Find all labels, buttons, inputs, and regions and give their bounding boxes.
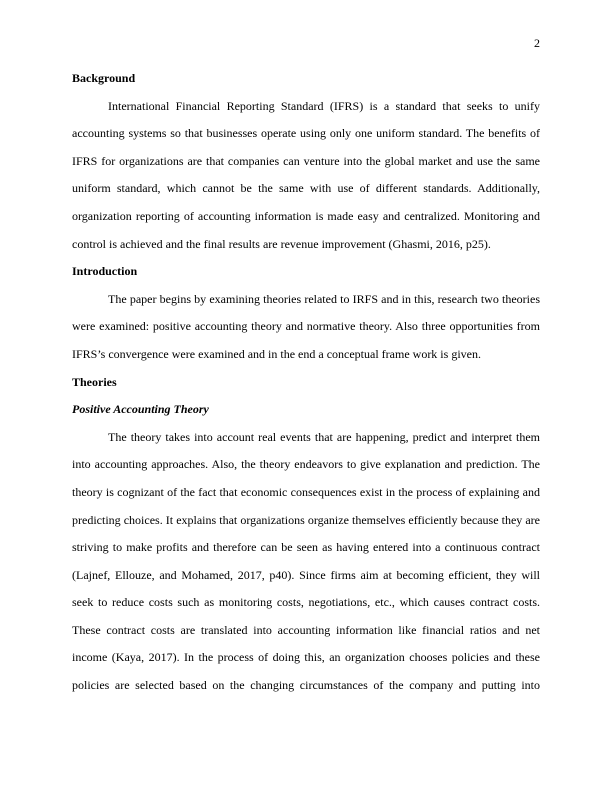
subsection-heading-positive-accounting-theory: Positive Accounting Theory — [72, 402, 209, 417]
section-heading-theories: Theories — [72, 374, 117, 389]
section-heading-background: Background — [72, 71, 136, 85]
background-paragraph: International Financial Reporting Standard (IFRS) is a standard that seeks to unify accounting systems so that businesses operate using only one uniform standard. The benefits of IFRS for organizations are that companies can venture into the global market and use the same uniform standard, which cannot be the same with use of different standards. Additionally, organization reporting of accounting information is made easy and centralized. Monitoring and control is achieved and the final results are revenue improvement (Ghasmi, 2016, p25). — [72, 98, 540, 251]
page-number: 2 — [534, 36, 540, 50]
section-heading-introduction: Introduction — [72, 264, 138, 279]
document-body — [72, 65, 540, 700]
positive-accounting-theory-paragraph: The theory takes into account real events that are happening, predict and interpret them into accounting approaches. Also, the theory endeavors to give explanation and prediction. The theory is cognizant of the fact that economic consequences exist in the process of explaining and predicting choices. It explains that organizations organize themselves efficiently because they are striving to make profits and therefore can be seen as having entered into a continuous contract (Lajnef, Ellouze, and Mohamed, 2017, p40). Since firms aim at becoming efficient, they will seek to reduce costs such as monitoring costs, negotiations, etc., which causes contract costs. These contract costs are translated into accounting information like financial ratios and net income (Kaya, 2017). In the process of doing this, an organization chooses policies and these policies are selected based on the changing circumstances of the company and putting into — [72, 429, 540, 693]
introduction-paragraph: The paper begins by examining theories related to IRFS and in this, research two theories were examined: positive accounting theory and normative theory. Also three opportunities from IFRS’s convergence were examined and in the end a conceptual frame work is given. — [72, 291, 540, 361]
